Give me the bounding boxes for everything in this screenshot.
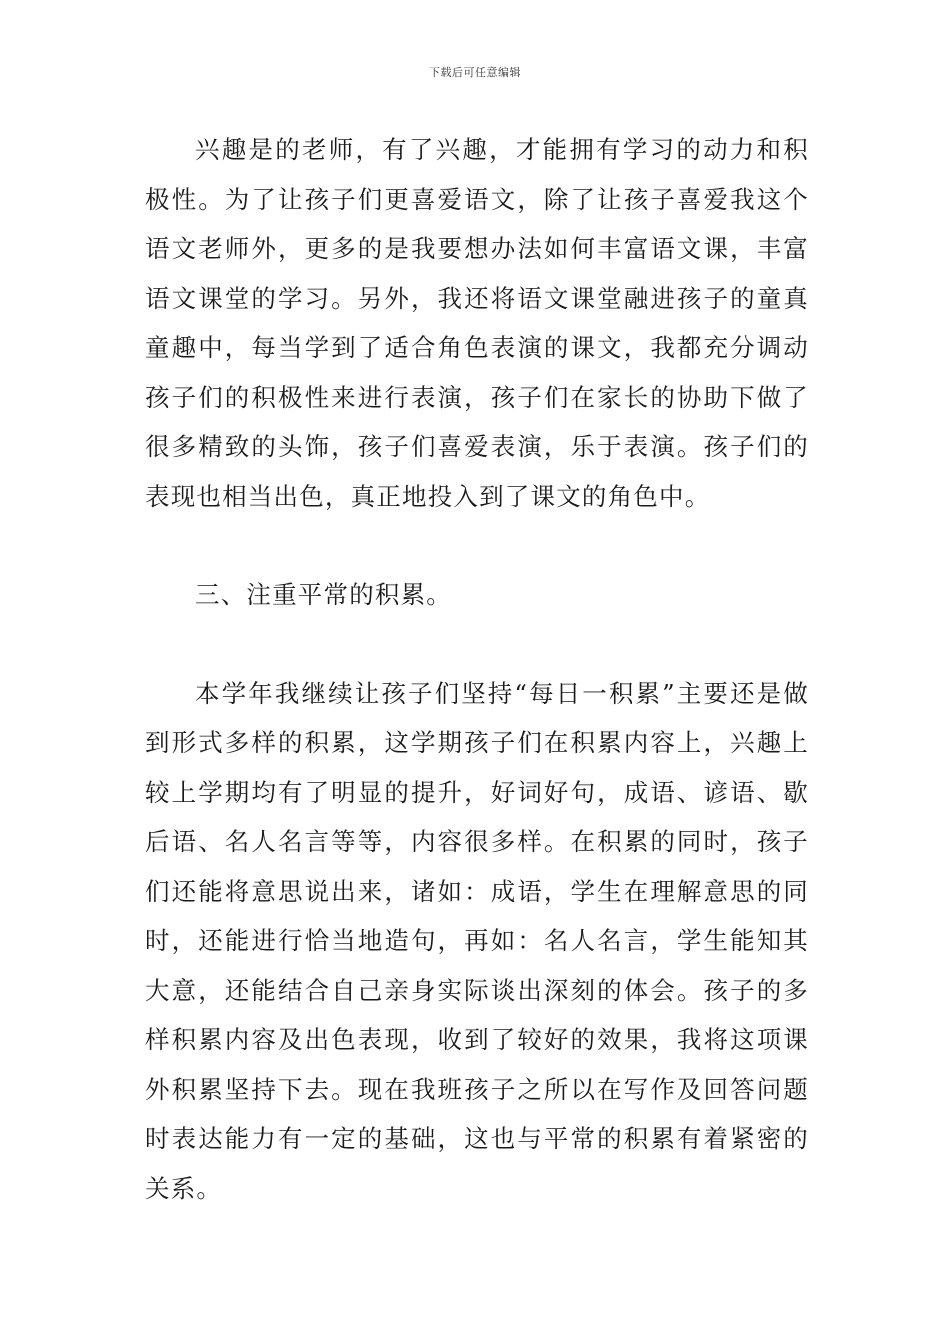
paragraph-interest: 兴趣是的老师，有了兴趣，才能拥有学习的动力和积极性。为了让孩子们更喜爱语文，除了让孩子喜爱我这个语文老师外，更多的是我要想办法如何丰富语文课，丰富语文课堂的学习。另外，我还将语文课堂融进孩子的童真童趣中，每当学到了适合角色表演的课文，我都充分调动孩子们的积极性来进行表演，孩子们在家长的协助下做了很多精致的头饰，孩子们喜爱表演，乐于表演。孩子们的表现也相当出色，真正地投入到了课文的角色中。 — [145, 135, 809, 511]
section-heading: 三、注重平常的积累。 — [195, 580, 452, 609]
paragraph-accumulation: 本学年我继续让孩子们坚持“每日一积累”主要还是做到形式多样的积累，这学期孩子们在积累内容上，兴趣上较上学期均有了明显的提升，好词好句，成语、谚语、歇后语、名人名言等等，内容很多样。在积累的同时，孩子们还能将意思说出来，诸如：成语，学生在理解意思的同时，还能进行恰当地造句，再如：名人名言，学生能知其大意，还能结合自己亲身实际谈出深刻的体会。孩子的多样积累内容及出色表现，收到了较好的效果，我将这项课外积累坚持下去。现在我班孩子之所以在写作及回答问题时表达能力有一定的基础，这也与平常的积累有着紧密的关系。 — [145, 678, 809, 1203]
document-body — [145, 125, 809, 1213]
header-note: 下载后可任意编辑 — [429, 66, 521, 79]
